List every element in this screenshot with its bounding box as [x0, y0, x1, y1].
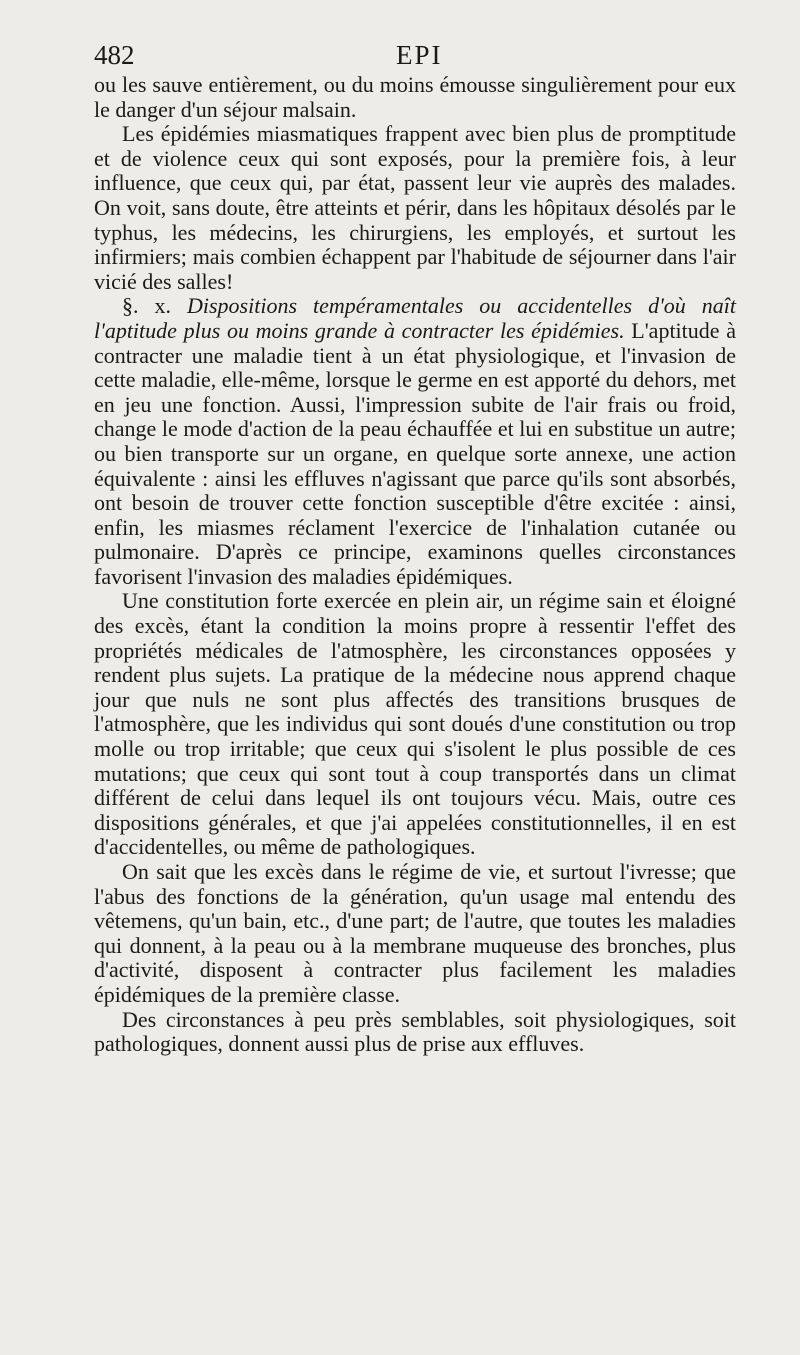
- body-text: [94, 73, 736, 1057]
- section-title: Dispositions tempéramentales ou accidentelles d'où naît l'aptitude plus ou moins grande à contracter les épidémies.: [94, 293, 737, 343]
- section-number: §. x.: [122, 293, 171, 319]
- page-header: [94, 40, 764, 74]
- paragraph-circonstances: Des circonstances à peu près semblables, soit physiologiques, soit pathologiques, donnent aussi plus de prise aux effluves.: [94, 1006, 736, 1057]
- paragraph-continuation: ou les sauve entièrement, ou du moins émousse singulièrement pour eux le danger d'un séjour malsain.: [94, 72, 736, 122]
- section-text: L'aptitude à contracter une maladie tient à un état physiologique, et l'invasion de cette maladie, elle-même, lorsque le germe en est apporté du dehors, met en jeu une fonction. Aussi, l'impression subite de l'air frais ou froid, change le mode d'action de la peau échauffée et lui en substitue un autre; ou bien transporte sur un organe, en quelque sorte annexe, une action équivalente : ainsi les effluves n'agissant que parce qu'ils sont absorbés, ont besoin de trouver cette fonction susceptible d'être excitée : ainsi, enfin, les miasmes réclament l'exercice de l'inhalation cutanée ou pulmonaire. D'après ce principe, examinons quelles circonstances favorisent l'invasion des maladies épidémiques.: [94, 317, 737, 589]
- paragraph-exces: On sait que les excès dans le régime de vie, et surtout l'ivresse; que l'abus des fonctions de la génération, qu'un usage mal entendu des vêtemens, qu'un bain, etc., d'une part; de l'autre, que toutes les maladies qui donnent, à la peau ou à la membrane muqueuse des bronches, plus d'activité, disposent à contracter plus facilement les maladies épidémiques de la première classe.: [94, 859, 736, 1007]
- paragraph-constitution: Une constitution forte exercée en plein air, un régime sain et éloigné des excès, étant la condition la moins propre à ressentir l'effet des propriétés médicales de l'atmosphère, les circonstances opposées y rendent plus sujets. La pratique de la médecine nous apprend chaque jour que nuls ne sont plus affectés des transitions brusques de l'atmosphère, que les individus qui sont doués d'une constitution ou trop molle ou trop irritable; que ceux qui s'isolent le plus possible de ces mutations; que ceux qui sont tout à coup transportés dans un climat différent de celui dans lequel ils ont toujours vécu. Mais, outre ces dispositions générales, et que j'ai appelées constitutionnelles, il en est d'accidentelles, ou même de pathologiques.: [94, 588, 736, 860]
- running-head: EPI: [396, 40, 443, 70]
- page-number: 482: [94, 40, 135, 70]
- paragraph-epidemies-miasmatiques: Les épidémies miasmatiques frappent avec bien plus de promptitude et de violence ceux qui sont exposés, pour la première fois, à leur influence, que ceux qui, par état, passent leur vie auprès des malades. On voit, sans doute, être atteints et périr, dans les hôpitaux désolés par le typhus, les médecins, les chirurgiens, les employés, et surtout les infirmiers; mais combien échappent par l'habitude de séjourner dans l'air vicié des salles!: [94, 121, 736, 294]
- paragraph-section-x: [94, 294, 736, 589]
